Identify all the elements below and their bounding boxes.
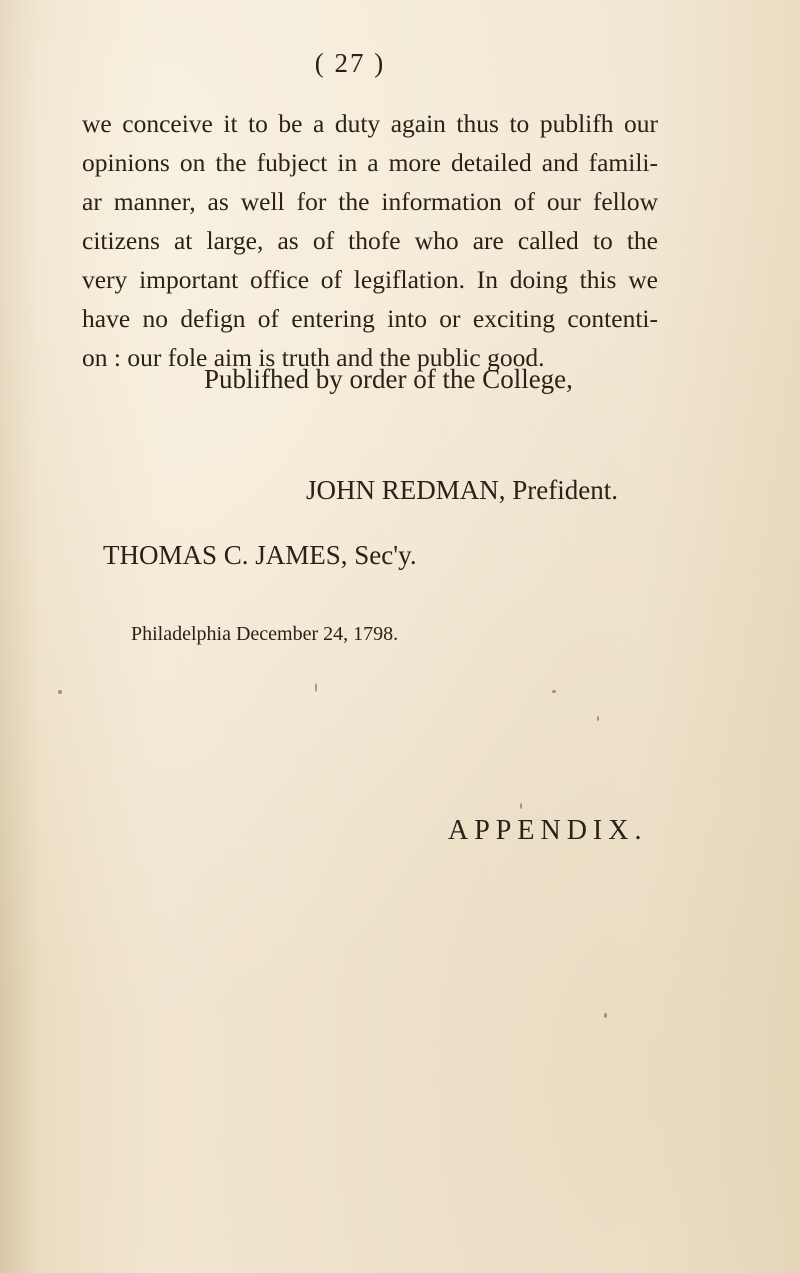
secretary-signature: THOMAS C. JAMES, Sec'y. (103, 540, 417, 570)
paper-speck (315, 683, 317, 692)
body-line: opinions on the fubject in a more detailed and famili- (82, 148, 658, 177)
body-line: on : our fole aim is truth and the public good. (82, 343, 545, 372)
body-line: have no defign of entering into or exciting contenti- (82, 304, 658, 333)
page-number: ( 27 ) (314, 48, 386, 78)
body-paragraph (82, 104, 658, 377)
appendix-heading: APPENDIX. (448, 815, 648, 846)
dateline: Philadelphia December 24, 1798. (131, 623, 399, 645)
paper-speck (520, 803, 522, 809)
paper-speck (552, 690, 556, 693)
paper-speck (58, 690, 62, 694)
president-signature: JOHN REDMAN, Prefident. (306, 475, 618, 505)
body-line: we conceive it to be a duty again thus to publifh our (82, 109, 658, 138)
published-by-line: Publifhed by order of the College, (204, 364, 573, 394)
body-line: very important office of legiflation. In doing this we (82, 265, 658, 294)
body-line: ar manner, as well for the information of our fellow (82, 187, 658, 216)
paper-speck (597, 716, 599, 721)
paper-speck (604, 1013, 607, 1018)
body-line: citizens at large, as of thofe who are called to the (82, 226, 658, 255)
